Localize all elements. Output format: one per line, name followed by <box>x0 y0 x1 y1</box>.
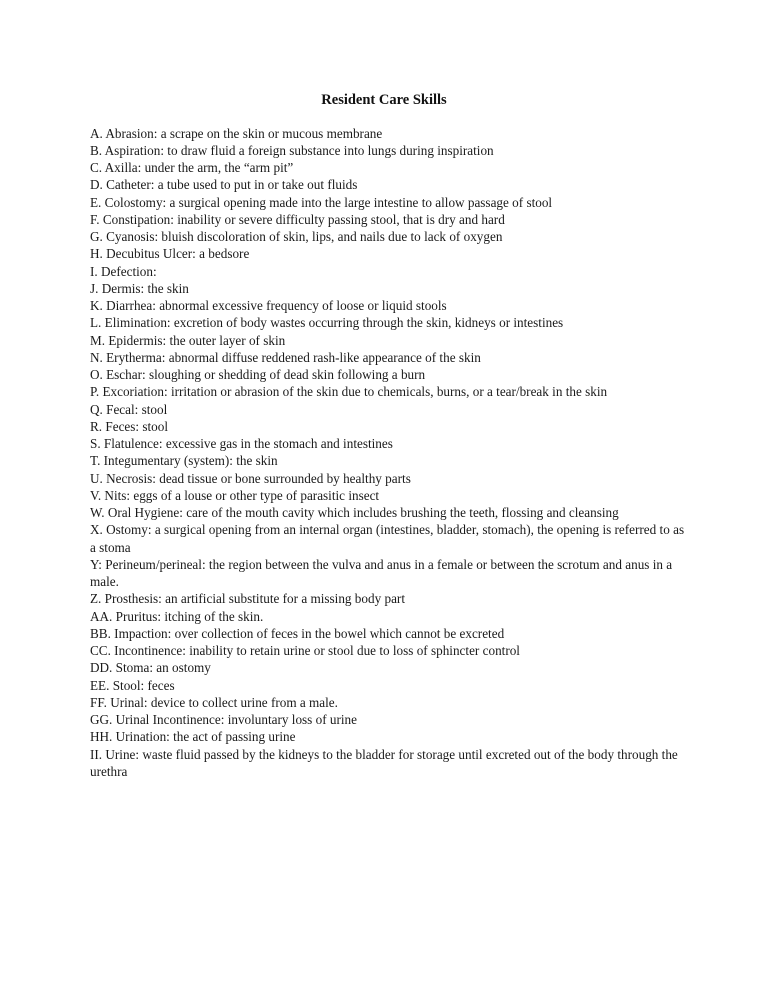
page-title: Resident Care Skills <box>321 92 447 108</box>
glossary-entry: K. Diarrhea: abnormal excessive frequency of loose or liquid stools <box>90 298 447 313</box>
glossary-entry: F. Constipation: inability or severe difficulty passing stool, that is dry and hard <box>90 211 505 227</box>
glossary-entry: N. Erytherma: abnormal diffuse reddened rash-like appearance of the skin <box>90 349 481 365</box>
glossary-entry: BB. Impaction: over collection of feces in the bowel which cannot be excreted <box>90 625 505 641</box>
glossary-entry: Q. Fecal: stool <box>90 401 168 417</box>
glossary-entry: T. Integumentary (system): the skin <box>90 453 278 469</box>
glossary-entry: P. Excoriation: irritation or abrasion of the skin due to chemicals, burns, or a tear/break in the skin <box>90 384 608 400</box>
glossary-entry: B. Aspiration: to draw fluid a foreign substance into lungs during inspiration <box>90 142 494 158</box>
glossary-entry: L. Elimination: excretion of body wastes occurring through the skin, kidneys or intestines <box>90 315 564 331</box>
glossary-entry: A. Abrasion: a scrape on the skin or mucous membrane <box>90 125 383 141</box>
glossary-entry: HH. Urination: the act of passing urine <box>90 729 296 745</box>
glossary-entry: Z. Prosthesis: an artificial substitute for a missing body part <box>90 591 405 607</box>
glossary-entry: EE. Stool: feces <box>90 677 175 693</box>
glossary-entry: AA. Pruritus: itching of the skin. <box>90 608 264 624</box>
glossary-entry: II. Urine: waste fluid passed by the kidneys to the bladder for storage until excreted out of the body through the urethra <box>90 746 678 779</box>
glossary-entry: R. Feces: stool <box>90 418 169 434</box>
glossary-entry: I. Defection: <box>90 263 157 279</box>
glossary-entry: Y: Perineum/perineal: the region between the vulva and anus in a female or between the scrotum and anus in a male. <box>90 556 673 589</box>
glossary-entry: FF. Urinal: device to collect urine from a male. <box>90 694 338 710</box>
glossary-entry: GG. Urinal Incontinence: involuntary loss of urine <box>90 712 357 727</box>
glossary-entry: V. Nits: eggs of a louse or other type of parasitic insect <box>90 487 380 503</box>
glossary-entry: J. Dermis: the skin <box>90 280 189 296</box>
glossary-entry: U. Necrosis: dead tissue or bone surrounded by healthy parts <box>90 470 411 486</box>
glossary-entry: D. Catheter: a tube used to put in or take out fluids <box>90 177 358 193</box>
glossary-entry: DD. Stoma: an ostomy <box>90 660 211 676</box>
glossary-entry: H. Decubitus Ulcer: a bedsore <box>90 246 250 262</box>
glossary-entry: X. Ostomy: a surgical opening from an internal organ (intestines, bladder, stomach), the opening is referred to as a stoma <box>90 522 685 555</box>
glossary-entry: E. Colostomy: a surgical opening made into the large intestine to allow passage of stool <box>90 194 553 210</box>
glossary-entry: G. Cyanosis: bluish discoloration of skin, lips, and nails due to lack of oxygen <box>90 229 503 244</box>
glossary-entry: M. Epidermis: the outer layer of skin <box>90 332 286 348</box>
glossary-entry: O. Eschar: sloughing or shedding of dead skin following a burn <box>90 367 426 382</box>
glossary-entry: C. Axilla: under the arm, the “arm pit” <box>90 160 294 175</box>
glossary-list <box>90 125 690 781</box>
glossary-entry: W. Oral Hygiene: care of the mouth cavity which includes brushing the teeth, flossing and cleansing <box>90 505 619 520</box>
glossary-entry: CC. Incontinence: inability to retain urine or stool due to loss of sphincter control <box>90 643 520 658</box>
glossary-entry: S. Flatulence: excessive gas in the stomach and intestines <box>90 436 393 451</box>
